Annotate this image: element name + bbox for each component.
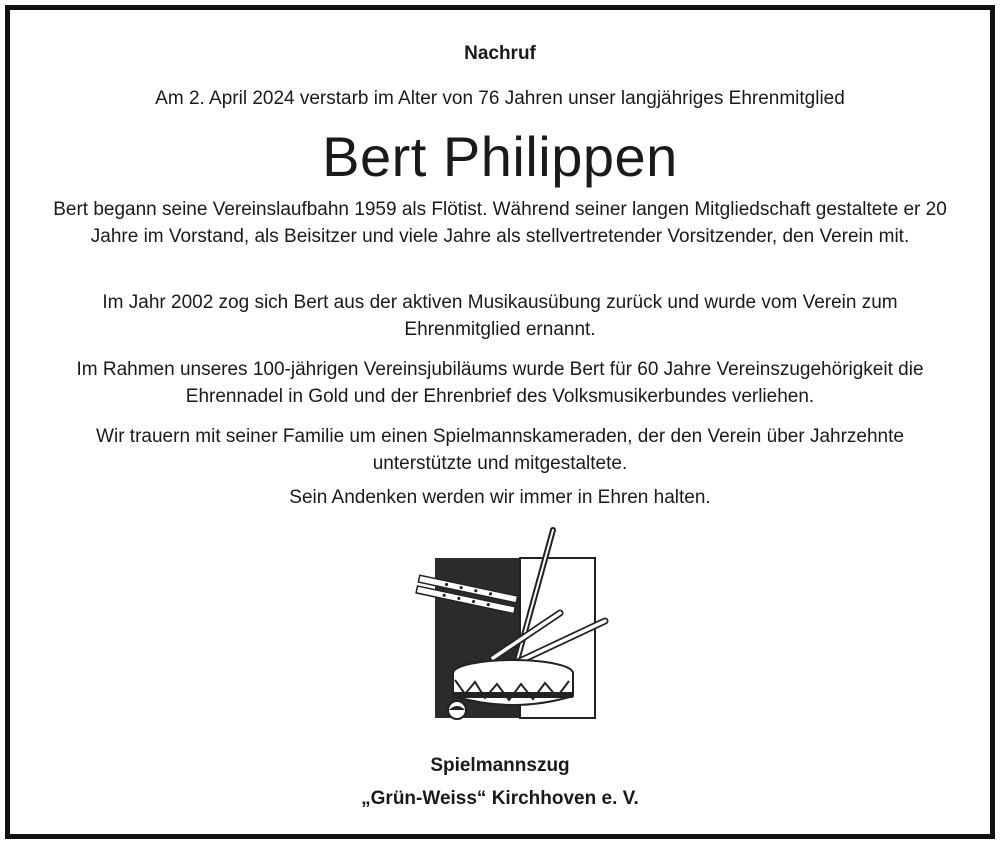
paragraph-jubilee: Im Rahmen unseres 100-jährigen Vereinsjubiläums wurde Bert für 60 Jahre Vereinszugehörigkeit die Ehrennadel in Gold und der Ehrenbrief des Volksmusikerbundes verliehen.: [76, 359, 924, 407]
deceased-name: Bert Philippen: [322, 125, 678, 188]
signature-organization-name: „Grün-Weiss“ Kirchhoven e. V.: [361, 788, 639, 809]
notice-intro: Am 2. April 2024 verstarb im Alter von 76 Jahren unser langjähriges Ehrenmitglied: [155, 88, 845, 109]
notice-frame: [5, 5, 995, 839]
paragraph-career: Bert begann seine Vereinslaufbahn 1959 als Flötist. Während seiner langen Mitgliedschaft gestaltete er 20 Jahre im Vorstand, als Beisitzer und viele Jahre als stellvertretender Vorsitzender, den Verein mit.: [53, 199, 947, 247]
signature-organization-type: Spielmannszug: [430, 755, 570, 776]
paragraph-remembrance: Sein Andenken werden wir immer in Ehren halten.: [289, 487, 711, 508]
notice-heading: Nachruf: [464, 43, 536, 64]
paragraph-mourning: Wir trauern mit seiner Familie um einen Spielmannskameraden, der den Verein über Jahrzehnte unterstützte und mitgestaltete.: [96, 426, 904, 474]
paragraph-honorary: Im Jahr 2002 zog sich Bert aus der aktiven Musikausübung zurück und wurde vom Verein zum Ehrenmitglied ernannt.: [102, 292, 898, 340]
drum-flutes-emblem-icon: [405, 518, 615, 728]
